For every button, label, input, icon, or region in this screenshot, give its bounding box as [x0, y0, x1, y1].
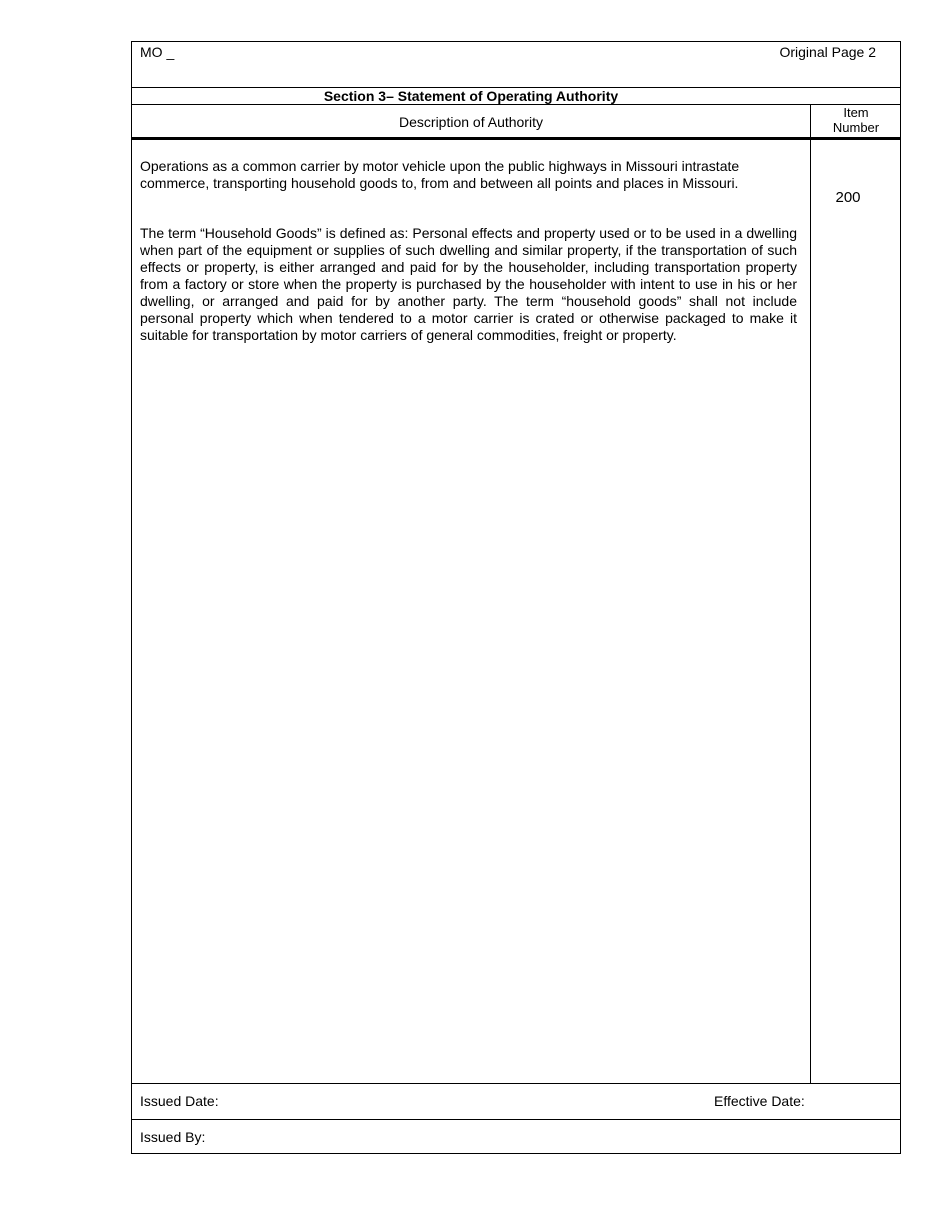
section-title-divider — [132, 104, 900, 105]
footer-inner-divider — [132, 1119, 900, 1120]
column-header-divider — [132, 137, 900, 140]
household-goods-definition: The term “Household Goods” is defined as: Personal effects and property used or to be used in a dwelling when part of the equipment or supplies of such dwelling and similar property, if the transportation of such effects or property, is either arranged and paid for by the householder, including transportation property from a factory or store when the property is purchased by the householder with intent to use in his or her dwelling, or arranged and paid for by another party. The term “household goods” shall not include personal property which when tendered to a motor carrier is crated or otherwise packaged to make it suitable for transportation by motor carriers of general commodities, freight or property. — [140, 225, 797, 343]
tariff-page-frame — [131, 41, 901, 1154]
issued-by-label: Issued By: — [140, 1129, 206, 1145]
authority-paragraph: Operations as a common carrier by motor vehicle upon the public highways in Missouri intrastate commerce, transporting household goods to, from and between all points and places in Missouri. — [140, 158, 740, 191]
item-column-divider — [810, 104, 811, 1083]
item-header-line1: Item — [843, 105, 869, 120]
effective-date-label: Effective Date: — [714, 1093, 805, 1109]
item-number-value: 200 — [835, 189, 861, 206]
item-header-line2: Number — [832, 120, 880, 135]
section-title: Section 3– Statement of Operating Authority — [323, 88, 619, 104]
issued-date-label: Issued Date: — [140, 1093, 219, 1109]
page-number-label: Original Page 2 — [779, 44, 876, 60]
mo-number-label: MO _ — [140, 44, 175, 60]
item-number-column-header — [810, 105, 902, 135]
description-column-header: Description of Authority — [399, 114, 543, 130]
footer-divider — [132, 1083, 900, 1084]
